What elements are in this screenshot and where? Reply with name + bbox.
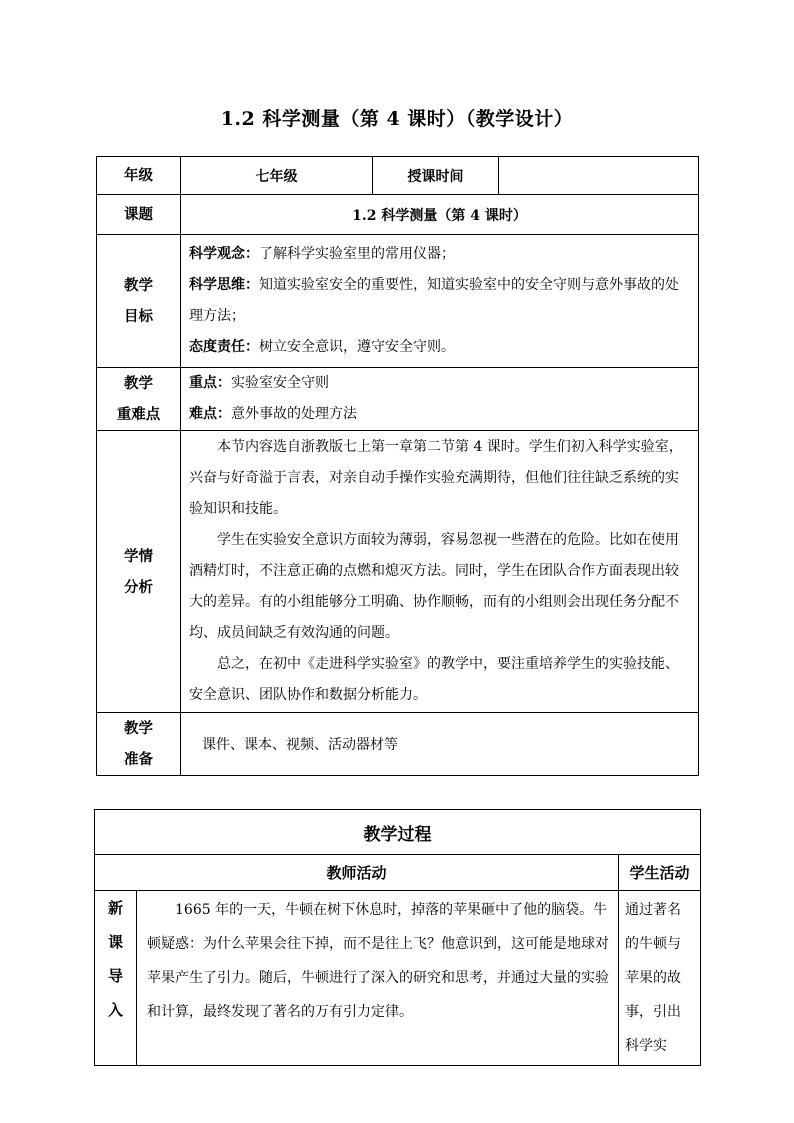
teacher-activity-header: 教师活动 — [95, 855, 619, 891]
topic-row — [97, 195, 699, 235]
analysis-content — [181, 431, 699, 713]
time-value — [499, 157, 699, 195]
intro-label-char: 导 — [107, 967, 123, 985]
focus-text: 意外事故的处理方法 — [231, 406, 357, 422]
analysis-label-line: 分析 — [124, 578, 153, 596]
prep-label — [97, 713, 181, 776]
prep-label-line: 教学 — [124, 720, 153, 737]
focus-text: 实验室安全守则 — [231, 375, 329, 391]
intro-label-char: 入 — [107, 1001, 123, 1019]
goal-head: 科学观念： — [189, 246, 259, 262]
analysis-paragraph: 学生在实验安全意识方面较为薄弱，容易忽视一些潜在的危险。比如在使用酒精灯时，不注意正确的点燃和熄灭方法。同时，学生在团队合作方面表现出较大的差异。有的小组能够分工明确、协作顺畅，而有的小组则会出现任务分配不均、成员间缺乏有效沟通的问题。 — [189, 532, 679, 641]
info-table — [96, 156, 699, 776]
goal-item — [189, 332, 690, 363]
student-activity-header: 学生活动 — [619, 855, 701, 891]
analysis-paragraph: 本节内容选自浙教版七上第一章第二节第 4 课时。学生们初入科学实验室，兴奋与好奇溢于言表，对亲自动手操作实验充满期待，但他们往往缺乏系统的实验知识和技能。 — [189, 439, 683, 517]
goal-head: 态度责任： — [189, 339, 259, 355]
grade-label: 年级 — [97, 157, 181, 195]
prep-label-line: 准备 — [124, 751, 153, 768]
process-title-row — [95, 810, 701, 855]
goal-head: 科学思维： — [189, 277, 259, 293]
process-title: 教学过程 — [95, 810, 701, 855]
intro-section-label — [95, 891, 137, 1066]
focus-label-line: 教学 — [124, 375, 153, 392]
grade-value: 七年级 — [181, 157, 373, 195]
goals-row — [97, 235, 699, 368]
goals-label-line: 目标 — [124, 308, 153, 325]
focus-head: 难点： — [189, 406, 231, 422]
analysis-paragraph: 总之，在初中《走进科学实验室》的教学中，要注重培养学生的实验技能、安全意识、团队协作和数据分析能力。 — [189, 656, 679, 703]
teacher-activity-text — [137, 891, 619, 1066]
goal-text: 了解科学实验室里的常用仪器； — [259, 246, 455, 262]
focus-label-line: 重难点 — [116, 406, 161, 423]
prep-value: 课件、课本、视频、活动器材等 — [181, 713, 699, 776]
teacher-paragraph: 1665 年的一天，牛顿在树下休息时，掉落的苹果砸中了他的脑袋。牛顿疑惑：为什么苹果会往下掉，而不是往上飞？他意识到，这可能是地球对苹果产生了引力。随后，牛顿进行了深入的研究和思考，并通过大量的实验和计算，最终发现了著名的万有引力定律。 — [147, 902, 609, 1020]
goal-text: 知道实验室安全的重要性，知道实验室中的安全守则与意外事故的处理方法； — [189, 277, 679, 324]
process-table — [94, 809, 701, 1066]
goal-item — [189, 239, 690, 270]
focus-head: 重点： — [189, 375, 231, 391]
intro-row — [95, 891, 701, 1066]
focus-item — [189, 368, 690, 399]
focus-row — [97, 368, 699, 431]
analysis-row — [97, 431, 699, 713]
goal-item — [189, 270, 690, 332]
intro-label-char: 新 — [107, 899, 123, 917]
focus-content — [181, 368, 699, 431]
goals-label — [97, 235, 181, 368]
grade-row — [97, 157, 699, 195]
student-activity-text: 通过著名的牛顿与苹果的故事，引出科学实 — [619, 891, 701, 1066]
prep-row — [97, 713, 699, 776]
goals-label-line: 教学 — [124, 277, 153, 294]
goal-text: 树立安全意识，遵守安全守则。 — [259, 339, 455, 355]
process-header-row — [95, 855, 701, 891]
time-label: 授课时间 — [373, 157, 499, 195]
focus-item — [189, 399, 690, 430]
analysis-label — [97, 431, 181, 713]
goals-content — [181, 235, 699, 368]
focus-label — [97, 368, 181, 431]
topic-label: 课题 — [97, 195, 181, 235]
document-title: 1.2 科学测量（第 4 课时）（教学设计） — [220, 108, 574, 130]
analysis-label-line: 学情 — [124, 547, 153, 565]
topic-value: 1.2 科学测量（第 4 课时） — [181, 195, 699, 235]
intro-label-char: 课 — [107, 933, 123, 951]
